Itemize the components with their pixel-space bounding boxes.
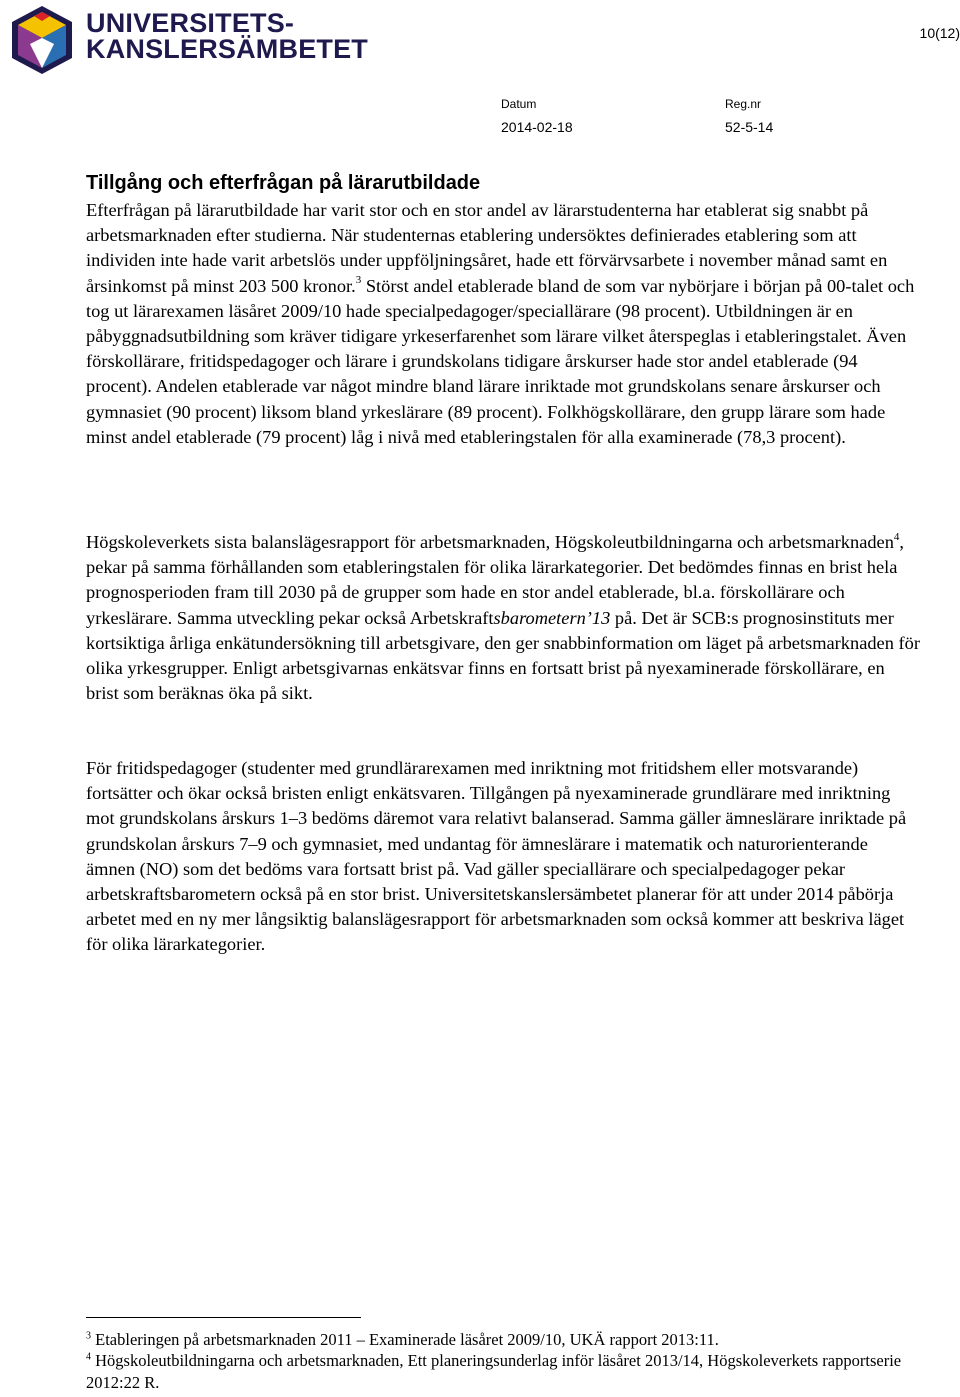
org-name-line2: KANSLERSÄMBETET (86, 34, 369, 64)
section-heading: Tillgång och efterfrågan på lärarutbildade (86, 172, 481, 194)
paragraph-2-text-a: Högskoleverkets sista balanslägesrapport för arbetsmarknaden, Högskoleutbildningarna och arbetsmarknaden (86, 532, 894, 552)
organization-name (86, 10, 368, 62)
paragraph-3: För fritidspedagoger (studenter med grundlärarexamen med inriktning mot fritidshem eller motsvarande) fortsätter och ökar också bristen enligt enkätsvaren. Tillgången på nyexaminerade grundlärare med inriktning mot grundskolans årskurs 1–3 bedöms däremot vara relativt balanserad. Samma gäller ämneslärare inriktade på grundskolan årskurs 7–9 och gymnasiet, med undantag för ämneslärare i matematik och naturorienterande ämnen (NO) som det bedöms vara fortsatt brist på. Vad gäller speciallärare och specialpedagoger pekar arbetskraftsbarometern också på en stor brist. Universitetskanslersämbetet planerar för att under 2014 påbörja arbetet med en ny mer långsiktig balanslägesrapport för arbetsmarknaden som också kommer att beskriva läget för olika lärarkategorier. (86, 758, 907, 955)
reg-number-label: Reg.nr (725, 97, 762, 111)
paragraph-1-text-b: Störst andel etablerade bland de som var nybörjare i början på 00-talet och tog ut lärarexamen läsåret 2009/10 hade specialpedagoger/speciallärare (98 procent). Utbildningen är en påbyggnadsutbildning som kräver tidigare yrkeserfarenhet som lärare vilket återspeglas i etableringstalet. Även förskollärare, fritidspedagoger och lärare i grundskolans tidigare årskurser hade stor andel etablerade (94 procent). Andelen etablerade var något mindre bland lärare inriktade mot grundskolans senare årskurser och gymnasiet (90 procent) liksom bland yrkeslärare (89 procent). Folkhögskollärare, den grupp lärare som hade minst andel etablerade (79 procent) låg i nivå med etableringstalen för alla examinerade (78,3 procent). (86, 275, 915, 447)
date-label: Datum (501, 97, 537, 111)
paragraph-1 (86, 198, 920, 450)
paragraph-2 (86, 530, 920, 706)
footnote-text: Högskoleutbildningarna och arbetsmarknaden, Ett planeringsunderlag inför läsåret 2013/14, Högskoleverkets rapportserie 2012:22 R. (86, 1351, 902, 1392)
footnote-4 (86, 1350, 920, 1394)
paragraph-2-italic: sbarometern’13 (493, 607, 611, 628)
footnote-number: 3 (86, 1330, 91, 1342)
footnote-ref-3: 3 (355, 274, 362, 287)
org-name-line1: UNIVERSITETS- (86, 8, 295, 38)
university-logo-icon (8, 4, 76, 76)
paragraph-2-text-c: på. Det är SCB:s prognosinstituts mer kortsiktiga årliga enkätundersökning till arbetsgivare, den ger snabbinformation om läget på arbetsmarknaden för olika yrkesgrupper. Enligt arbetsgivarnas enkätsvar finns en fortsatt brist på nyexaminerade förskollärare, en brist som beräknas öka på sikt. (86, 607, 920, 704)
date-value: 2014-02-18 (501, 119, 573, 135)
footnote-number: 4 (86, 1351, 91, 1363)
footnote-3 (86, 1329, 920, 1351)
reg-number-value: 52-5-14 (725, 119, 774, 135)
footnote-divider (86, 1317, 361, 1318)
footnote-text: Etableringen på arbetsmarknaden 2011 – Examinerade läsåret 2009/10, UKÄ rapport 2013:11. (95, 1330, 719, 1349)
paragraph-1-text-a: Efterfrågan på lärarutbildade har varit stor och en stor andel av lärarstudenterna har etablerat sig snabbt på arbetsmarknaden efter studierna. När studenternas etablering undersöktes definierades etablering som att individen inte hade varit arbetslös under uppföljningsåret, hade ett förvärvsarbete i november månad samt en årsinkomst på minst 203 500 kronor. (86, 200, 888, 296)
footnote-ref-4: 4 (893, 530, 900, 543)
paragraph-2-text-b: , pekar på samma förhållanden som etableringstalen för olika lärarkategorier. Det bedömdes finnas en brist hela prognosperioden fram till 2030 på de grupper som hade en stor andel etablerade, bl.a. förskollärare och yrkeslärare. Samma utveckling pekar också Arbetskraft (86, 532, 905, 628)
page-number: 10(12) (919, 25, 960, 41)
